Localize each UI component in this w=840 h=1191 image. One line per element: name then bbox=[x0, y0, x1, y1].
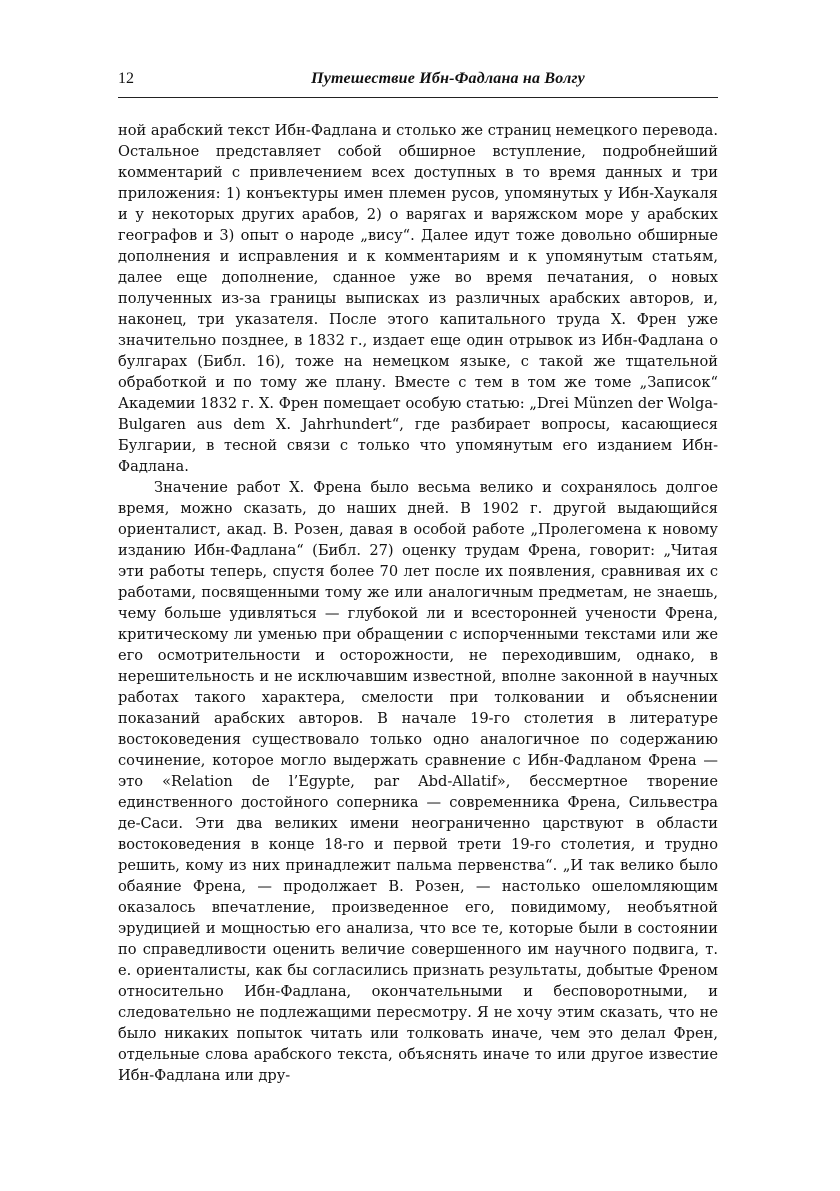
paragraph-1: ной арабский текст Ибн-Фадлана и столько же страниц немецкого перевода. Остальное представляет собой обширное вступление, подробнейший комментарий с привлечением всех доступных в то время данных и три приложения: 1) конъектуры имен племен русов, упомянутых у Ибн-Хаукаля и у некоторых других арабов, 2) о варягах и варяжском море у арабских географов и 3) опыт о народе „вису“. Далее идут тоже довольно обширные дополнения и исправления и к комментариям и к упомянутым статьям, далее еще дополнение, сданное уже во время печатания, о новых полученных из-за границы выписках из различных арабских авторов, и, наконец, три указателя. После этого капитального труда Х. Френ уже значительно позднее, в 1832 г., издает еще один отрывок из Ибн-Фадлана о булгарах (Библ. 16), тоже на немецком языке, с такой же тщательной обработкой и по тому же плану. Вместе с тем в том же томе „Записок“ Академии 1832 г. Х. Френ помещает особую статью: „Drei Münzen der Wolga-Bulgaren aus dem X. Jahrhundert“, где разбирает вопросы, касающиеся Булгарии, в тесной связи с только что упомянутым его изданием Ибн-Фадлана. bbox=[118, 122, 718, 475]
paragraph-2: Значение работ Х. Френа было весьма велико и сохранялось долгое время, можно сказать, до наших дней. В 1902 г. другой выдающийся ориенталист, акад. В. Розен, давая в особой работе „Пролегомена к новому изданию Ибн-Фадлана“ (Библ. 27) оценку трудам Френа, говорит: „Читая эти работы теперь, спустя более 70 лет после их появления, сравнивая их с работами, посвященными тому же или аналогичным предметам, не знаешь, чему больше удивляться — глубокой ли и всесторонней учености Френа, критическому ли уменью при обращении с испорченными текстами или же его осмотрительности и осторожности, не переходившим, однако, в нерешительность и не исключавшим известной, вполне законной в научных работах такого характера, смелости при толковании и объяснении показаний арабских авторов. В начале 19-го столетия в литературе востоковедения существовало только одно аналогичное по содержанию сочинение, которое могло выдержать сравнение с Ибн-Фадланом Френа — это «Relation de l’Egypte, par Abd-Allatif», бессмертное творение единственного достойного соперника — современника Френа, Сильвестра де-Саси. Эти два великих имени неограниченно царствуют в области востоковедения в конце 18-го и первой трети 19-го столетия, и трудно решить, кому из них принадлежит пальма первенства“. „И так велико было обаяние Френа, — продолжает В. Розен, — настолько ошеломляющим оказалось впечатление, произведенное его, повидимому, необъятной эрудицией и мощностью его анализа, что все те, которые были в состоянии по справедливости оценить величие совершенного им научного подвига, т. е. ориенталисты, как бы согласились признать результаты, добытые Френом относительно Ибн-Фадлана, окончательными и бесповоротными, и следовательно не подлежащими пересмотру. Я не хочу этим сказать, что не было никаких попыток читать или толковать иначе, чем это делал Френ, отдельные слова арабского текста, объяснять иначе то или другое известие Ибн-Фадлана или дру- bbox=[118, 479, 718, 1084]
body-text bbox=[118, 120, 718, 1086]
running-title: Путешествие Ибн-Фадлана на Волгу bbox=[311, 70, 585, 87]
page-number: 12 bbox=[118, 70, 134, 87]
header-rule bbox=[118, 97, 718, 98]
page-header bbox=[118, 64, 718, 96]
book-page bbox=[118, 64, 718, 1086]
